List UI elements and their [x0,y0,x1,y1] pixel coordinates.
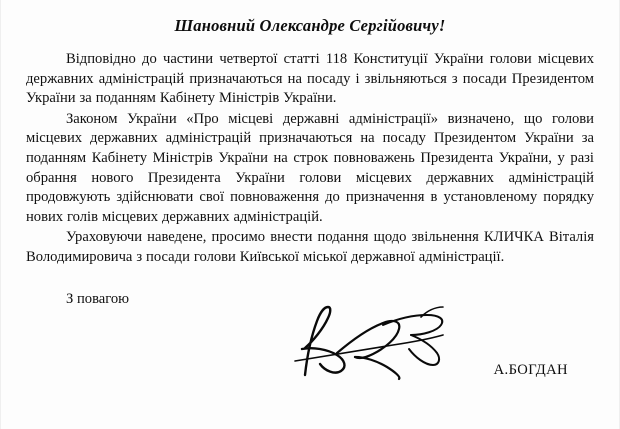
document-paragraph: Законом України «Про місцеві державні адміністрації» визначено, що голови місцевих державних адміністрацій призначаються на посаду Президентом України за поданням Кабінету Міністрів України на строк повноважень Президента України, у разі обрання нового Президента України голови місцевих державних адміністрацій продовжують здійснювати свої повноваження до призначення в установленому порядку нових голів місцевих державних адміністрацій. [26,110,594,225]
signature-row [26,309,594,387]
document-paragraph: Відповідно до частини четвертої статті 118 Конституції України голови місцевих державних адміністрацій призначаються на посаду і звільняються з посади Президентом України за поданням Кабінету Міністрів України. [26,51,594,107]
document-paragraph: Ураховуючи наведене, просимо внести подання щодо звільнення КЛИЧКА Віталія Володимировича з посади голови Київської міської державної адміністрації. [26,229,594,265]
document-sign-off: З повагою [66,290,130,307]
document-body [26,50,594,268]
author-name: А.БОГДАН [493,362,568,379]
signature-icon [271,301,471,381]
document-salutation: Шановний Олександре Сергійовичу! [174,16,446,35]
